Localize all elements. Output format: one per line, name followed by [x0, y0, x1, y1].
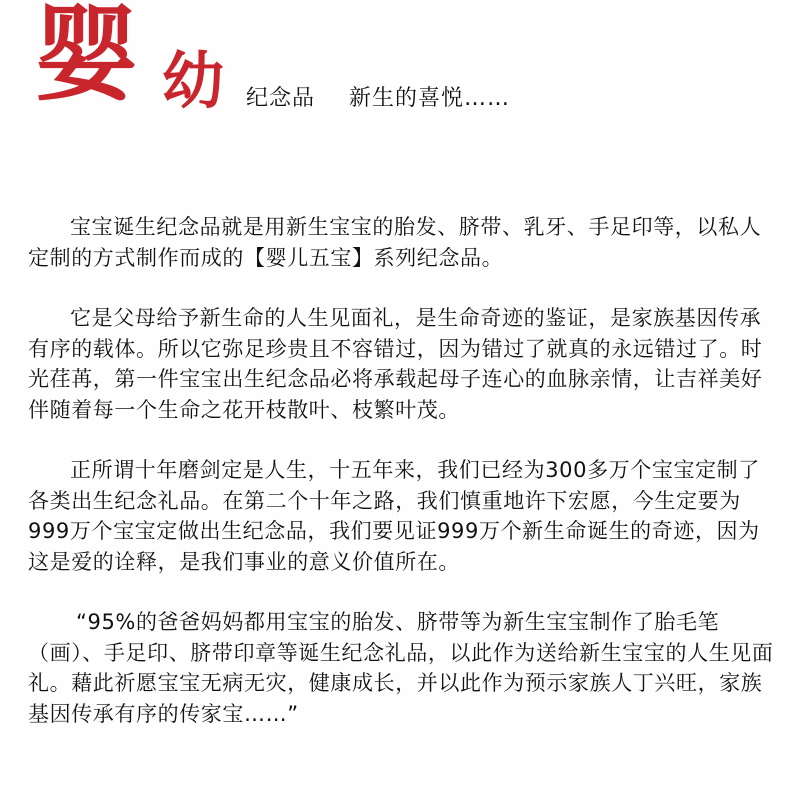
tagline-joy: 新生的喜悦…… [349, 86, 511, 111]
tagline-souvenir: 纪念品 [246, 86, 316, 111]
header [0, 0, 800, 140]
paragraph-2: 它是父母给予新生命的人生见面礼，是生命奇迹的鉴证，是家族基因传承有序的载体。所以它弥足珍贵且不容错过，因为错过了就真的永远错过了。时光荏苒，第一件宝宝出生纪念品必将承载起母子连心的血脉亲情，让吉祥美好伴随着每一个生命之花开枝散叶、枝繁叶茂。 [28, 306, 763, 422]
logo-char-you: 幼 [162, 44, 225, 117]
tagline [246, 88, 510, 110]
paragraph-3: 正所谓十年磨剑定是人生，十五年来，我们已经为300多万个宝宝定制了各类出生纪念礼品。在第二个十年之路，我们慎重地许下宏愿，今生定要为999万个宝宝定做出生纪念品，我们要见证999万个新生命诞生的奇迹，因为这是爱的诠释，是我们事业的意义价值所在。 [28, 458, 760, 574]
paragraph-4-quote: “95%的爸爸妈妈都用宝宝的胎发、脐带等为新生宝宝制作了胎毛笔（画）、手足印、脐带印章等诞生纪念礼品，以此作为送给新生宝宝的人生见面礼。藉此祈愿宝宝无病无灾，健康成长，并以此作为预示家族人丁兴旺，家族基因传承有序的传家宝……” [28, 610, 774, 726]
article-body [28, 212, 776, 729]
paragraph-1: 宝宝诞生纪念品就是用新生宝宝的胎发、脐带、乳牙、手足印等，以私人定制的方式制作而成的【婴儿五宝】系列纪念品。 [28, 215, 762, 270]
logo-char-ying: 婴 [34, 0, 139, 115]
